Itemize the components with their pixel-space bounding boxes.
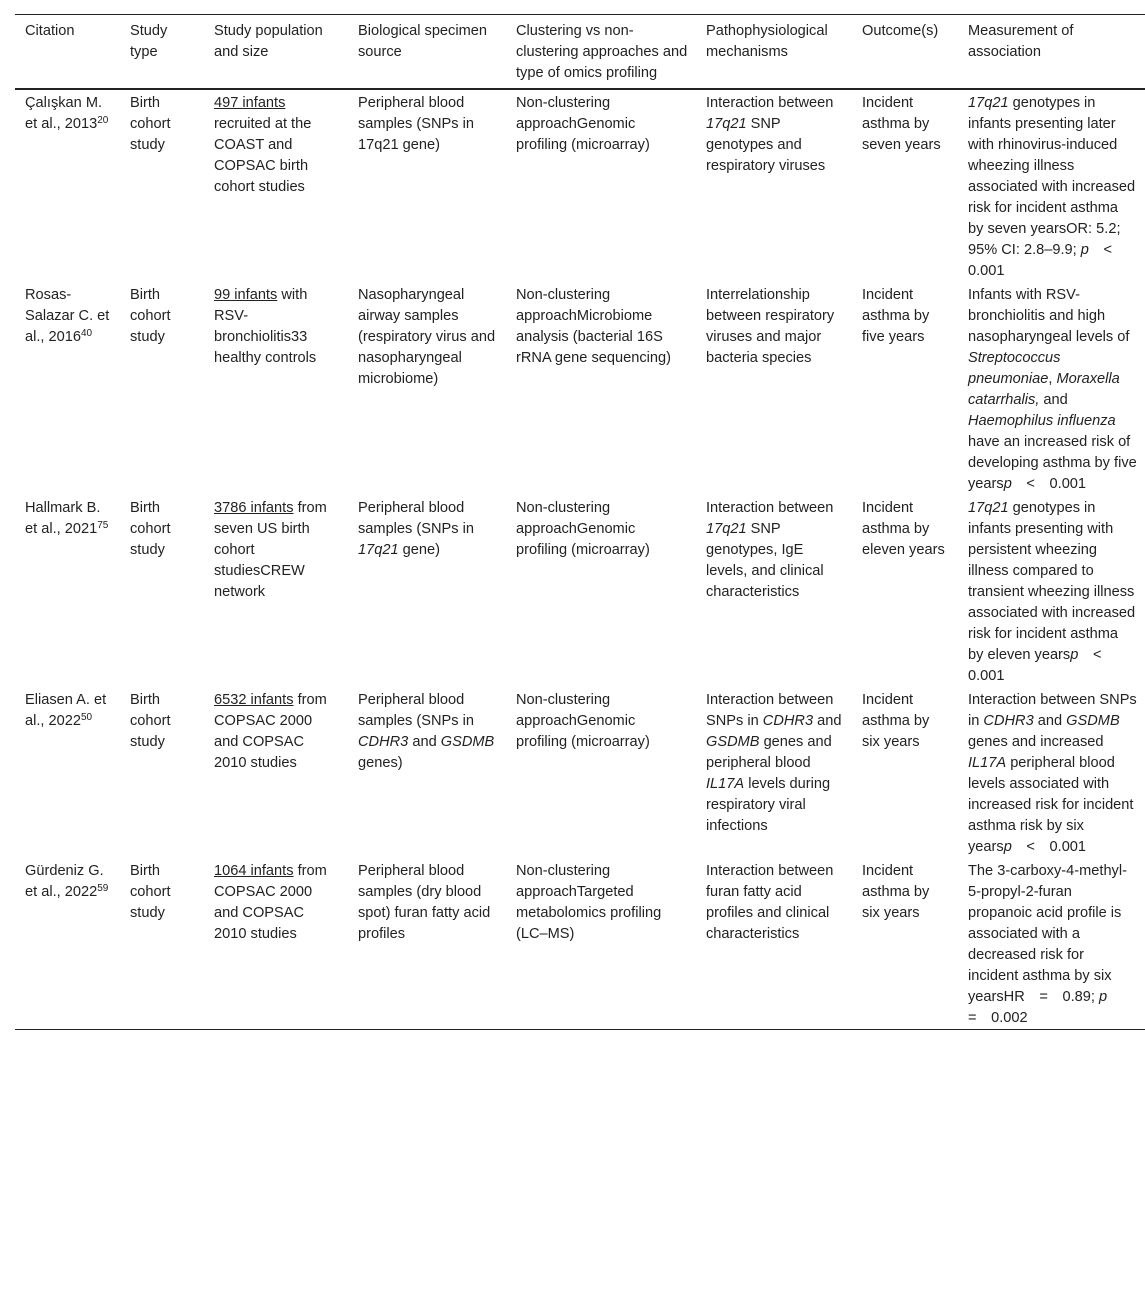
- association-cell: [958, 89, 1145, 282]
- mechanism-cell: [696, 495, 852, 687]
- reference-number: 40: [81, 328, 93, 339]
- association-segment: and: [1039, 392, 1068, 408]
- specimen-segment: Peripheral blood samples (SNPs in 17q21 gene): [358, 95, 474, 153]
- specimen-segment: Peripheral blood samples (dry blood spot) furan fatty acid profiles: [358, 863, 491, 942]
- association-segment: = 0.002: [968, 989, 1122, 1026]
- association-cell: [958, 687, 1145, 858]
- population-cell: [204, 687, 348, 858]
- header-study-type: Study type: [130, 23, 168, 60]
- association-cell: [958, 282, 1145, 495]
- outcome-cell: Incident asthma by seven years: [862, 95, 941, 153]
- specimen-segment: Peripheral blood samples (SNPs in: [358, 692, 474, 729]
- citation-text: Rosas-Salazar C. et al., 2016: [25, 287, 110, 345]
- association-segment: Interaction between SNPs in: [968, 692, 1137, 729]
- population-link[interactable]: 3786 infants: [214, 500, 294, 516]
- specimen-segment: Nasopharyngeal airway samples (respiratory virus and nasopharyngeal microbiome): [358, 287, 496, 387]
- association-segment: < 0.001: [968, 242, 1127, 279]
- studies-table: [15, 14, 1145, 1030]
- population-text: from seven US birth cohort studiesCREW network: [214, 500, 327, 600]
- citation-cell: [15, 89, 120, 282]
- study-type-cell: Birth cohort study: [130, 287, 171, 345]
- population-link[interactable]: 99 infants: [214, 287, 278, 303]
- table-row: [15, 282, 1145, 495]
- population-cell: [204, 89, 348, 282]
- header-outcome: Outcome(s): [862, 23, 939, 39]
- mechanism-cell: [696, 89, 852, 282]
- association-segment: p: [1099, 989, 1108, 1005]
- association-cell: [958, 495, 1145, 687]
- citation-text: Eliasen A. et al., 2022: [25, 692, 107, 729]
- outcome-cell: Incident asthma by five years: [862, 287, 930, 345]
- header-approach: Clustering vs non-clustering approaches and type of omics profiling: [516, 23, 688, 81]
- mechanism-segment: Interaction between furan fatty acid profiles and clinical characteristics: [706, 863, 834, 942]
- association-segment: 17q21: [968, 500, 1009, 516]
- header-specimen: Biological specimen source: [358, 23, 487, 60]
- population-text: from COPSAC 2000 and COPSAC 2010 studies: [214, 863, 327, 942]
- mechanism-segment: Interaction between: [706, 95, 834, 111]
- mechanism-segment: genes and peripheral blood: [706, 734, 832, 771]
- specimen-segment: and: [408, 734, 441, 750]
- citation-text: Hallmark B. et al., 2021: [25, 500, 101, 537]
- mechanism-segment: and: [813, 713, 842, 729]
- association-segment: Infants with RSV-bronchiolitis and high nasopharyngeal levels of: [968, 287, 1130, 345]
- citation-text: Çalışkan M. et al., 2013: [25, 95, 103, 132]
- study-type-cell: Birth cohort study: [130, 95, 171, 153]
- approach-cell: Non-clustering approachGenomic profiling (microarray): [516, 95, 650, 153]
- header-row: [15, 15, 1145, 90]
- outcome-cell: Incident asthma by six years: [862, 863, 930, 921]
- specimen-cell: [348, 495, 506, 687]
- table-body: [15, 89, 1145, 1030]
- specimen-segment: GSDMB: [440, 734, 495, 750]
- citation-cell: [15, 495, 120, 687]
- association-segment: IL17A: [968, 755, 1007, 771]
- reference-number: 75: [97, 520, 109, 531]
- citation-cell: [15, 858, 120, 1030]
- table-row: [15, 687, 1145, 858]
- mechanism-segment: levels during respiratory viral infections: [706, 776, 831, 834]
- association-segment: peripheral blood levels associated with increased risk for incident asthma risk by six years: [968, 755, 1134, 855]
- table-row: [15, 495, 1145, 687]
- header-association: Measurement of association: [968, 23, 1074, 60]
- specimen-cell: [348, 282, 506, 495]
- reference-number: 50: [81, 712, 93, 723]
- study-type-cell: Birth cohort study: [130, 863, 171, 921]
- association-segment: GSDMB: [1066, 713, 1120, 729]
- mechanism-segment: CDHR3: [762, 713, 814, 729]
- mechanism-cell: [696, 687, 852, 858]
- association-segment: p: [1003, 476, 1012, 492]
- specimen-cell: [348, 858, 506, 1030]
- specimen-segment: 17q21: [358, 542, 399, 558]
- table-row: [15, 858, 1145, 1030]
- association-segment: ,: [1048, 371, 1057, 387]
- population-text: from COPSAC 2000 and COPSAC 2010 studies: [214, 692, 327, 771]
- mechanism-cell: [696, 282, 852, 495]
- association-segment: genotypes in infants presenting with persistent wheezing illness compared to transient wheezing illness associated with increased risk for incident asthma by eleven years: [968, 500, 1136, 663]
- population-link[interactable]: 1064 infants: [214, 863, 294, 879]
- mechanism-segment: 17q21: [706, 116, 747, 132]
- association-segment: CDHR3: [983, 713, 1034, 729]
- approach-cell: Non-clustering approachGenomic profiling (microarray): [516, 692, 650, 750]
- citation-cell: [15, 687, 120, 858]
- association-segment: 17q21: [968, 95, 1009, 111]
- study-type-cell: Birth cohort study: [130, 500, 171, 558]
- header-mechanism: Pathophysiological mechanisms: [706, 23, 828, 60]
- association-cell: [958, 858, 1145, 1030]
- population-cell: [204, 858, 348, 1030]
- outcome-cell: Incident asthma by eleven years: [862, 500, 945, 558]
- population-link[interactable]: 497 infants: [214, 95, 286, 111]
- header-population: Study population and size: [214, 23, 323, 60]
- association-segment: genotypes in infants presenting later with rhinovirus-induced wheezing illness associated with increased risk for incident asthma by seven yearsOR: 5.2; 95% CI: 2.8–9.9;: [968, 95, 1136, 258]
- outcome-cell: Incident asthma by six years: [862, 692, 930, 750]
- mechanism-segment: Interaction between SNPs in: [706, 692, 834, 729]
- association-segment: p: [1003, 839, 1012, 855]
- population-text: recruited at the COAST and COPSAC birth cohort studies: [214, 116, 312, 195]
- approach-cell: Non-clustering approachGenomic profiling (microarray): [516, 500, 650, 558]
- association-segment: p: [1070, 647, 1079, 663]
- specimen-segment: CDHR3: [358, 734, 409, 750]
- study-type-cell: Birth cohort study: [130, 692, 171, 750]
- population-cell: [204, 495, 348, 687]
- mechanism-segment: Interaction between: [706, 500, 834, 516]
- association-segment: and: [1033, 713, 1067, 729]
- specimen-cell: [348, 89, 506, 282]
- citation-cell: [15, 282, 120, 495]
- association-segment: < 0.001: [1011, 476, 1087, 492]
- population-link[interactable]: 6532 infants: [214, 692, 294, 708]
- mechanism-segment: GSDMB: [706, 734, 760, 750]
- specimen-segment: Peripheral blood samples (SNPs in: [358, 500, 474, 537]
- approach-cell: Non-clustering approachTargeted metabolomics profiling (LC–MS): [516, 863, 662, 942]
- association-segment: < 0.001: [968, 647, 1117, 684]
- association-segment: < 0.001: [1011, 839, 1087, 855]
- association-segment: Streptococcus pneumoniae: [968, 350, 1061, 387]
- mechanism-segment: SNP genotypes and respiratory viruses: [706, 116, 826, 174]
- association-segment: genes and increased: [968, 734, 1104, 750]
- specimen-segment: genes): [358, 755, 403, 771]
- mechanism-cell: [696, 858, 852, 1030]
- population-text: with RSV-bronchiolitis33 healthy controls: [214, 287, 317, 366]
- reference-number: 20: [97, 115, 109, 126]
- mechanism-segment: 17q21: [706, 521, 747, 537]
- mechanism-segment: IL17A: [706, 776, 745, 792]
- specimen-cell: [348, 687, 506, 858]
- approach-cell: Non-clustering approachMicrobiome analysis (bacterial 16S rRNA gene sequencing): [516, 287, 671, 366]
- association-segment: have an increased risk of developing asthma by five years: [968, 434, 1137, 492]
- specimen-segment: gene): [398, 542, 440, 558]
- mechanism-segment: SNP genotypes, IgE levels, and clinical characteristics: [706, 521, 824, 600]
- association-segment: Haemophilus influenza: [968, 413, 1116, 429]
- association-segment: The 3-carboxy-4-methyl-5-propyl-2-furan propanoic acid profile is associated with a decreased risk for incident asthma by six yearsHR = 0.89;: [968, 863, 1127, 1005]
- association-segment: p: [1080, 242, 1089, 258]
- citation-text: Gürdeniz G. et al., 2022: [25, 863, 104, 900]
- reference-number: 59: [97, 883, 109, 894]
- header-citation: Citation: [25, 23, 75, 39]
- mechanism-segment: Interrelationship between respiratory viruses and major bacteria species: [706, 287, 835, 366]
- association-segment: Moraxella catarrhalis,: [968, 371, 1120, 408]
- table-row: [15, 89, 1145, 282]
- population-cell: [204, 282, 348, 495]
